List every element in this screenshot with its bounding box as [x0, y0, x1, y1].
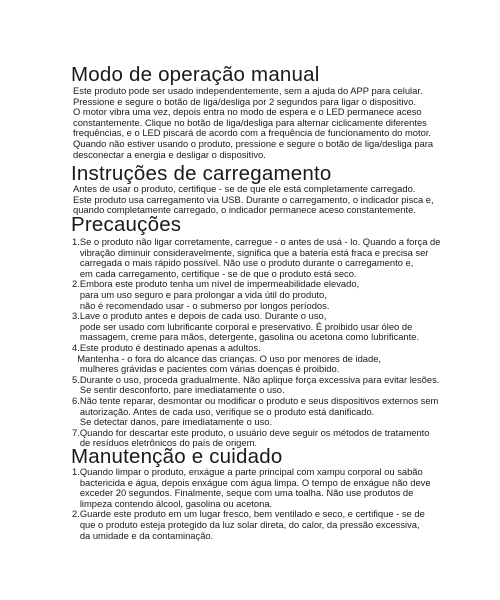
maintenance-list	[72, 467, 431, 541]
list-line: 2.Embora este produto tenha um nível de impermeabilidade elevado,	[72, 278, 360, 290]
list-line: 4.Este produto é destinado apenas a adultos.	[72, 341, 261, 353]
list-line: limpeza contendo álcool, gasolina ou acetona.	[72, 497, 273, 509]
list-line: pode ser usado com lubrificante corporal e preservativo. É proibido usar óleo de	[72, 320, 413, 332]
text-line: desconectar a energia e desligar o dispositivo.	[73, 148, 266, 160]
text-line: Este produto pode ser usado independentemente, sem a ajuda do APP para celular.	[73, 85, 423, 96]
charging-text	[73, 184, 434, 216]
list-line: que o produto esteja protegido da luz solar direta, do calor, da pressão excessiva,	[72, 518, 420, 530]
heading-maintenance: Manutenção e cuidado	[71, 445, 283, 468]
text-line: Quando não estiver usando o produto, pressione e segure o botão de liga/desliga para	[73, 137, 434, 149]
list-line: 3.Lave o produto antes e depois de cada uso. Durante o uso,	[72, 310, 327, 322]
list-line: de resíduos eletrônicos do país de origem.	[72, 437, 258, 449]
list-line: Se sentir desconforto, pare imediatamente o uso.	[72, 384, 285, 396]
list-line: Se detectar danos, pare imediatamente o uso.	[72, 416, 273, 428]
list-line: 1.Se o produto não ligar corretamente, carregue - o antes de usá - lo. Quando a força de	[72, 236, 441, 247]
text-line: frequências, e o LED piscará de acordo com a frequência de funcionamento do motor.	[73, 127, 432, 139]
list-line: vibração diminuir consideravelmente, significa que a bateria está fraca e precisa ser	[72, 246, 429, 258]
list-line: 5.Durante o uso, proceda gradualmente. Não aplique força excessiva para evitar lesões.	[72, 373, 440, 385]
text-line: Este produto usa carregamento via USB. Durante o carregamento, o indicador pisca e,	[73, 193, 434, 205]
text-line: constantemente. Clique no botão de liga/desliga para alternar ciclicamente diferentes	[73, 116, 427, 128]
text-line: O motor vibra uma vez, depois entra no modo de espera e o LED permanece aceso	[73, 106, 422, 118]
precautions-list	[72, 237, 440, 449]
text-line: Antes de usar o produto, certifique - se de que ele está completamente carregado.	[73, 183, 416, 194]
list-line: carregada o mais rápido possível. Não use o produto durante o carregamento e,	[72, 257, 414, 269]
list-line: exceder 20 segundos. Finalmente, seque com uma toalha. Não use produtos de	[72, 487, 414, 499]
list-line: bactericida e água, depois enxágue com água limpa. O tempo de enxágue não deve	[72, 476, 431, 488]
heading-manual-mode: Modo de operação manual	[71, 63, 320, 86]
heading-precautions: Precauções	[71, 213, 182, 236]
list-line: para um uso seguro e para prolongar a vida útil do produto,	[72, 288, 327, 300]
list-line: 7.Quando for descartar este produto, o usuário deve seguir os métodos de tratamento	[72, 426, 430, 438]
list-line: da umidade e da contaminação.	[72, 529, 214, 541]
text-line: Pressione e segure o botão de liga/desliga por 2 segundos para ligar o dispositivo.	[73, 95, 416, 107]
manual-mode-text	[73, 86, 433, 160]
list-line: mulheres grávidas e pacientes com várias doenças é proibido.	[72, 363, 340, 375]
list-line: 2.Guarde este produto em um lugar fresco, bem ventilado e seco, e certifique - se de	[72, 508, 425, 520]
list-line: autorização. Antes de cada uso, verifique se o produto está danificado.	[72, 405, 375, 417]
text-line: quando completamente carregado, o indicador permanece aceso constantemente.	[73, 204, 416, 216]
list-line: massagem, creme para mãos, detergente, gasolina ou acetona como lubrificante.	[72, 331, 420, 343]
heading-charging: Instruções de carregamento	[71, 162, 332, 185]
list-line: não é recomendado usar - o submerso por longos períodos.	[72, 299, 330, 311]
list-line: Mantenha - o fora do alcance das crianças. O uso por menores de idade,	[72, 352, 382, 364]
list-line: 6.Não tente reparar, desmontar ou modificar o produto e seus dispositivos externos sem	[72, 394, 439, 406]
list-line: 1.Quando limpar o produto, enxágue a parte principal com xampu corporal ou sabão	[72, 466, 423, 477]
list-line: em cada carregamento, certifique - se de que o produto está seco.	[72, 267, 357, 279]
